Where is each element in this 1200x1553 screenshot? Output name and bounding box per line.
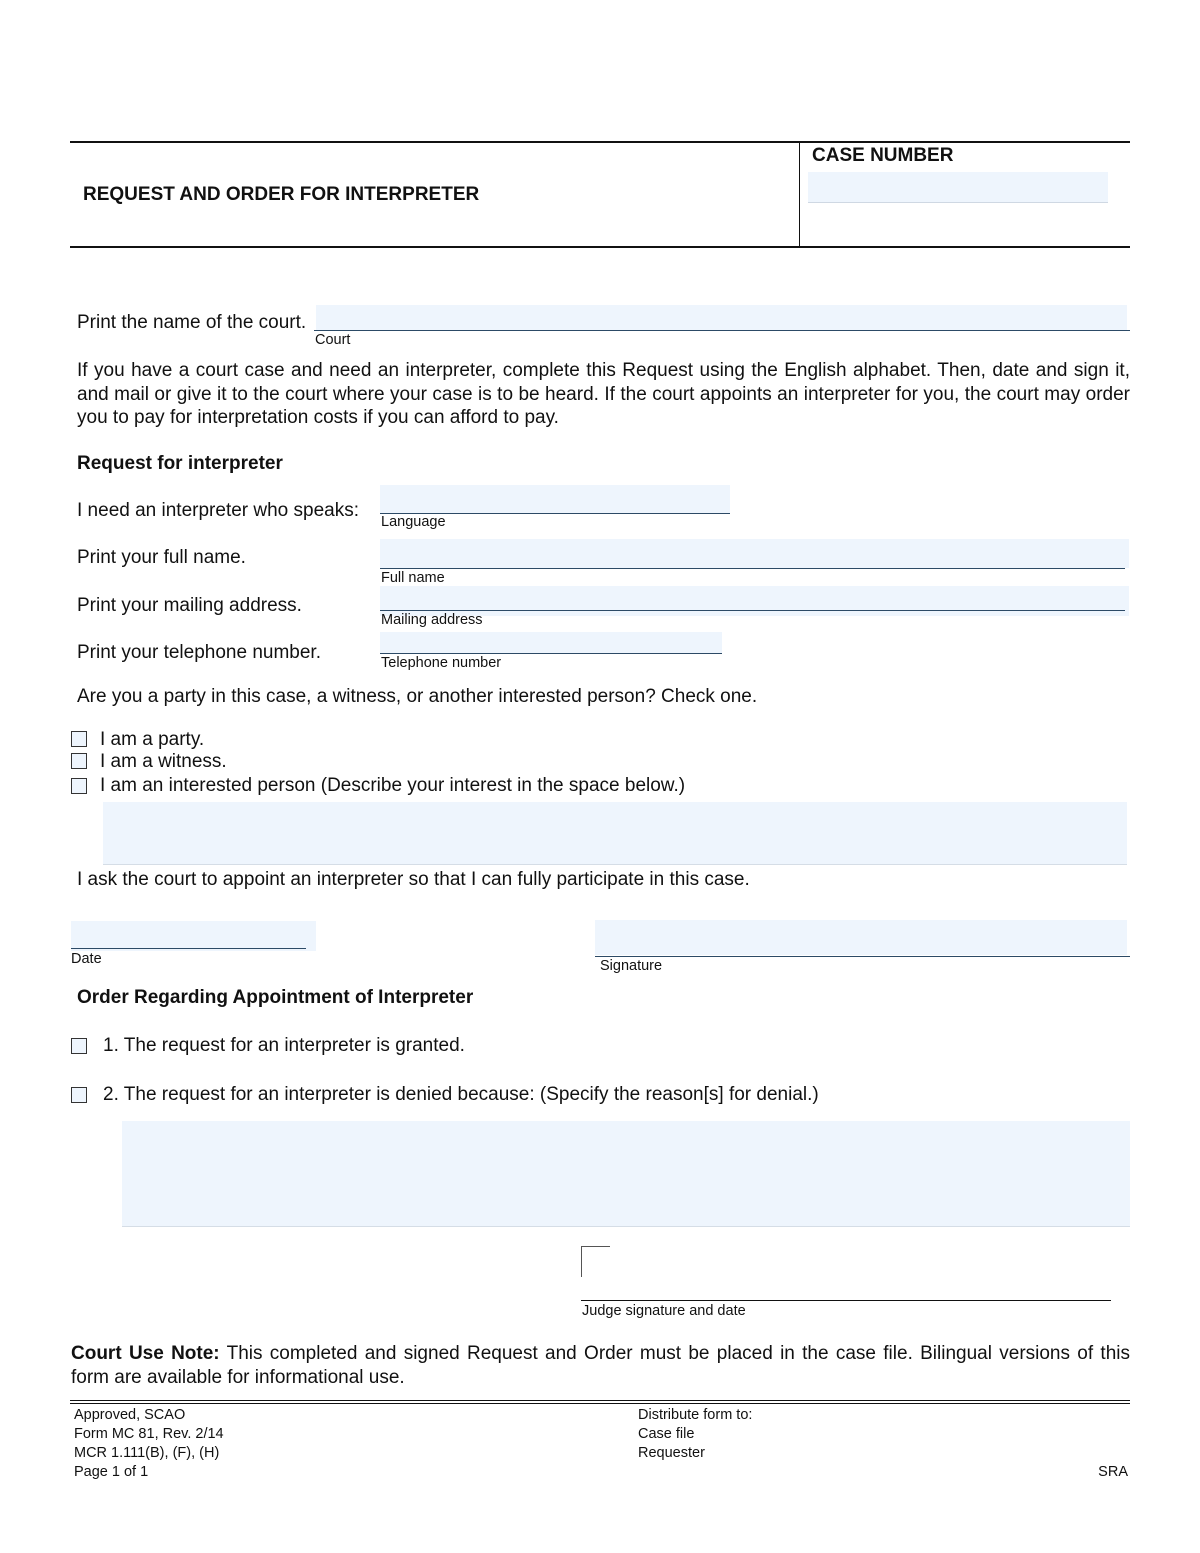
denied-checkbox[interactable] xyxy=(71,1087,87,1103)
denial-reason-field[interactable] xyxy=(122,1121,1130,1227)
distribute-label: Distribute form to: xyxy=(638,1407,753,1423)
case-number-label: CASE NUMBER xyxy=(812,145,954,166)
header-top-rule xyxy=(70,141,1130,143)
language-field[interactable] xyxy=(380,485,730,513)
court-name-field[interactable] xyxy=(316,305,1127,330)
interested-person-option-label: I am an interested person (Describe your interest in the space below.) xyxy=(100,775,686,796)
mailing-address-prompt: Print your mailing address. xyxy=(77,595,302,616)
party-option-label: I am a party. xyxy=(100,729,205,750)
footer-rule-top xyxy=(70,1400,1130,1401)
telephone-underline xyxy=(380,653,722,654)
denied-label: 2. The request for an interpreter is denied because: (Specify the reason[s] for denial.) xyxy=(103,1084,819,1105)
footer-approval: Approved, SCAO xyxy=(74,1407,186,1423)
footer-rule-bottom xyxy=(70,1403,1130,1404)
appointment-request-text: I ask the court to appoint an interpreter so that I can fully participate in this case. xyxy=(77,869,750,890)
language-prompt: I need an interpreter who speaks: xyxy=(77,500,360,521)
footer-form-number: Form MC 81, Rev. 2/14 xyxy=(74,1426,224,1442)
order-heading: Order Regarding Appointment of Interpreter xyxy=(77,987,474,1008)
header-divider xyxy=(799,143,800,246)
mailing-address-field[interactable] xyxy=(380,586,1129,616)
request-heading: Request for interpreter xyxy=(77,453,283,474)
footer-form-info xyxy=(74,1406,224,1482)
date-field[interactable] xyxy=(71,921,316,951)
court-prompt: Print the name of the court. xyxy=(77,312,307,333)
footer-distribution xyxy=(638,1406,752,1463)
signature-caption: Signature xyxy=(600,958,663,974)
language-caption: Language xyxy=(381,514,446,530)
court-underline xyxy=(314,330,1130,331)
party-question: Are you a party in this case, a witness, or another interested person? Check one. xyxy=(77,686,758,707)
date-caption: Date xyxy=(71,951,102,967)
footer-page-number: Page 1 of 1 xyxy=(74,1464,149,1480)
distribute-case-file: Case file xyxy=(638,1426,695,1442)
judge-signature-corner-mark xyxy=(581,1246,610,1277)
court-caption: Court xyxy=(315,332,351,348)
footer-code: SRA xyxy=(1098,1464,1128,1480)
header-bottom-rule xyxy=(70,246,1130,248)
full-name-underline xyxy=(380,568,1125,569)
interested-person-checkbox[interactable] xyxy=(71,778,87,794)
judge-signature-caption: Judge signature and date xyxy=(582,1303,746,1319)
full-name-field[interactable] xyxy=(380,539,1129,568)
granted-label: 1. The request for an interpreter is granted. xyxy=(103,1035,465,1056)
witness-checkbox[interactable] xyxy=(71,753,87,769)
court-use-note-text: This completed and signed Request and Order must be placed in the case file. Bilingual versions of this form are available for informational use. xyxy=(71,1343,1130,1388)
telephone-field[interactable] xyxy=(380,632,722,653)
telephone-caption: Telephone number xyxy=(381,655,502,671)
court-use-note xyxy=(71,1342,1130,1389)
mailing-address-caption: Mailing address xyxy=(381,612,483,628)
signature-field[interactable] xyxy=(595,920,1127,955)
intro-paragraph: If you have a court case and need an interpreter, complete this Request using the English alphabet. Then, date and sign it, and mail or give it to the court where your case is to be heard. If the court appoints an interpreter for you, the court may order you to pay for interpretation costs if you can afford to pay. xyxy=(77,360,1130,428)
footer-court-rule: MCR 1.111(B), (F), (H) xyxy=(74,1445,220,1461)
judge-signature-line xyxy=(581,1300,1111,1301)
signature-underline xyxy=(595,956,1130,957)
telephone-prompt: Print your telephone number. xyxy=(77,642,321,663)
full-name-caption: Full name xyxy=(381,570,445,586)
party-checkbox[interactable] xyxy=(71,731,87,747)
distribute-requester: Requester xyxy=(638,1445,705,1461)
granted-checkbox[interactable] xyxy=(71,1038,87,1054)
witness-option-label: I am a witness. xyxy=(100,751,227,772)
form-title: REQUEST AND ORDER FOR INTERPRETER xyxy=(83,184,480,205)
court-use-note-label: Court Use Note: xyxy=(71,1343,220,1364)
mailing-address-underline xyxy=(380,610,1125,611)
date-underline xyxy=(71,948,306,949)
interest-description-field[interactable] xyxy=(103,802,1127,865)
full-name-prompt: Print your full name. xyxy=(77,547,246,568)
case-number-field[interactable] xyxy=(808,172,1108,203)
